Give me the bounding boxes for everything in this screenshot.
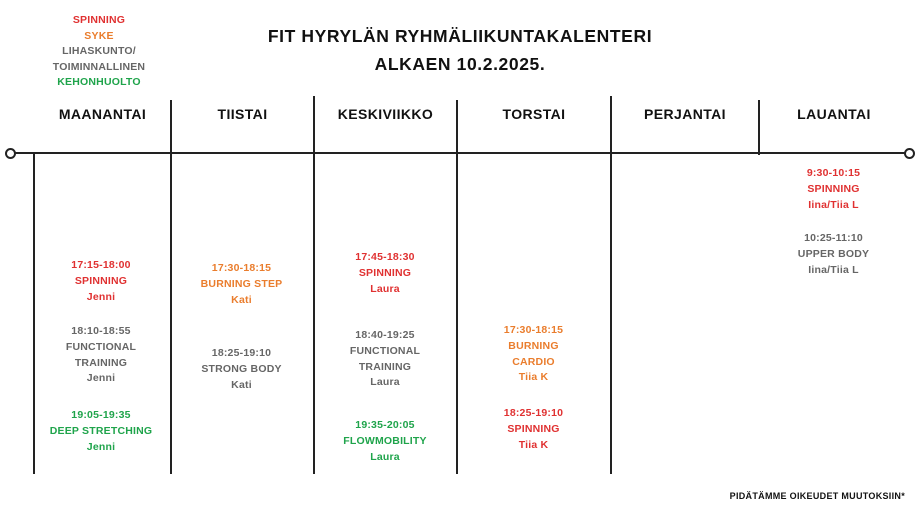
legend-lihaskunto-line2: TOIMINNALLINEN xyxy=(52,60,146,73)
session-instructor: Jenni xyxy=(86,290,116,303)
timeline-start-dot xyxy=(5,148,16,159)
session-time: 9:30-10:15 xyxy=(806,167,861,179)
session-instructor: Jenni xyxy=(86,440,116,453)
session-instructor: Iina/Tiia L xyxy=(808,198,859,211)
title-line1: FIT HYRYLÄN RYHMÄLIIKUNTAKALENTERI xyxy=(267,26,653,46)
session-instructor: Tiia K xyxy=(518,371,549,384)
session-time: 17:30-18:15 xyxy=(503,324,564,336)
session-instructor: Laura xyxy=(370,282,400,295)
legend-lihaskunto-line1: LIHASKUNTO/ xyxy=(62,45,136,57)
day-label-thursday: TORSTAI xyxy=(502,106,566,122)
title-line2: ALKAEN 10.2.2025. xyxy=(374,54,546,74)
day-label-friday: PERJANTAI xyxy=(644,106,726,122)
session-sat-spinning xyxy=(760,166,907,213)
session-name: SPINNING xyxy=(507,422,560,435)
timeline-end-dot xyxy=(904,148,915,159)
session-sat-upper-body xyxy=(760,231,907,278)
day-label-wednesday: KESKIVIIKKO xyxy=(337,106,434,122)
session-instructor: Tiia K xyxy=(518,438,549,451)
session-name: BURNING STEP xyxy=(200,277,283,290)
session-time: 18:10-18:55 xyxy=(71,325,131,337)
session-name: STRONG BODY xyxy=(201,362,282,375)
day-label-tuesday: TIISTAI xyxy=(217,106,268,122)
session-name: DEEP STRETCHING xyxy=(49,424,153,437)
session-name: UPPER BODY xyxy=(797,247,870,260)
session-name: SPINNING xyxy=(807,182,860,195)
legend-spinning: SPINNING xyxy=(72,14,126,26)
divider-fri-sat xyxy=(758,100,760,155)
session-mon-deep-stretching xyxy=(34,408,168,455)
session-time: 18:25-19:10 xyxy=(503,407,564,419)
legend-syke: SYKE xyxy=(84,29,114,42)
session-name: SPINNING xyxy=(358,266,412,279)
session-instructor: Kati xyxy=(231,293,252,306)
day-label-saturday: LAUANTAI xyxy=(797,106,871,122)
timeline-axis xyxy=(12,152,908,154)
session-name-line1: FUNCTIONAL xyxy=(65,340,137,353)
legend-kehonhuolto: KEHONHUOLTO xyxy=(57,76,141,88)
session-time: 10:25-11:10 xyxy=(804,232,863,244)
day-label-monday: MAANANTAI xyxy=(58,106,147,122)
session-instructor: Jenni xyxy=(86,372,116,385)
session-time: 19:05-19:35 xyxy=(71,409,131,421)
session-name-line2: TRAINING xyxy=(74,356,128,369)
session-time: 17:15-18:00 xyxy=(71,259,131,271)
session-instructor: Laura xyxy=(370,450,400,463)
session-name: SPINNING xyxy=(74,274,128,287)
session-tue-strong-body xyxy=(172,346,311,393)
session-name: FLOWMOBILITY xyxy=(343,434,427,447)
session-thu-burning-cardio xyxy=(458,323,609,386)
session-time: 18:25-19:10 xyxy=(211,347,272,359)
session-instructor: Laura xyxy=(370,376,400,389)
session-tue-burning-step xyxy=(172,261,311,308)
session-name-line2: TRAINING xyxy=(358,360,412,373)
session-time: 18:40-19:25 xyxy=(355,329,415,341)
session-time: 17:30-18:15 xyxy=(211,262,272,274)
session-instructor: Iina/Tiia L xyxy=(808,263,859,276)
session-name-line1: BURNING xyxy=(508,339,559,352)
session-mon-functional-training xyxy=(34,324,168,387)
session-instructor: Kati xyxy=(231,378,252,391)
session-wed-flowmobility xyxy=(315,418,455,465)
session-time: 17:45-18:30 xyxy=(355,251,415,263)
session-wed-spinning xyxy=(315,250,455,297)
divider-thu-fri xyxy=(610,96,612,474)
category-legend xyxy=(40,13,158,91)
session-mon-spinning xyxy=(34,258,168,305)
session-name-line1: FUNCTIONAL xyxy=(349,344,421,357)
session-wed-functional-training xyxy=(315,328,455,391)
session-name-line2: CARDIO xyxy=(512,355,555,368)
page-title xyxy=(200,22,720,78)
session-thu-spinning xyxy=(458,406,609,453)
disclaimer-note: PIDÄTÄMME OIKEUDET MUUTOKSIIN* xyxy=(729,491,905,501)
session-time: 19:35-20:05 xyxy=(355,419,415,431)
